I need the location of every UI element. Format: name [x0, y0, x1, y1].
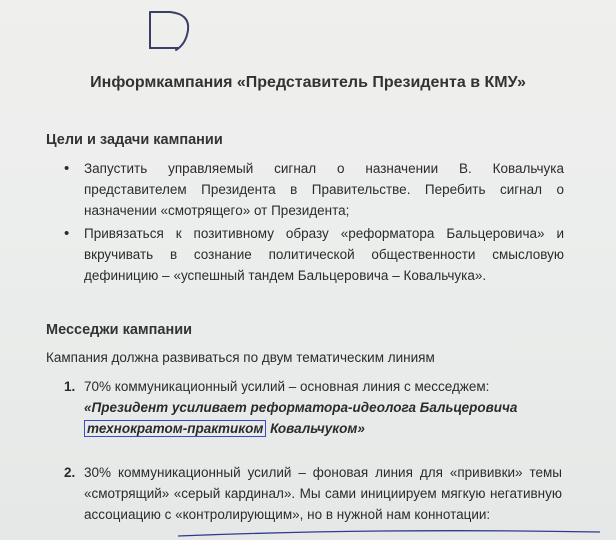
goal-bullet-2: • Привязаться к позитивному образу «реформатора Бальцеровича» и вкручивать в сознание политической общественности смысловую дефиницию – «успешный тандем Бальцеровича – Ковальчука».	[64, 223, 564, 286]
item-2-text: 30% коммуникационный усилий – фоновая линия для «прививки» темы «смотрящий» «серый кардинал». Мы сами инициируем мягкую негативную ассоциацию с «контролирующим», но в нужной нам коннотации:	[84, 465, 562, 522]
goals-list	[64, 158, 564, 288]
message-end: Ковальчуком»	[266, 421, 365, 436]
messages-intro: Кампания должна развиваться по двум тематическим линиям	[46, 350, 435, 365]
item-1-text: 70% коммуникационный усилий – основная линия с месседжем:	[84, 379, 490, 394]
item-number: 2.	[64, 465, 76, 480]
goals-heading: Цели и задачи кампании	[46, 132, 223, 148]
messages-heading: Месседжи кампании	[46, 322, 193, 338]
message-boxed-phrase: технократом-практиком	[84, 420, 266, 437]
message-item-1	[64, 376, 562, 439]
message-start: «Президент усиливает реформатора-идеолога Бальцеровича	[84, 400, 518, 415]
pen-underline-mark	[178, 531, 600, 536]
hand-drawn-bracket-mark	[150, 12, 188, 50]
item-1-message	[84, 397, 562, 439]
item-number: 1.	[64, 379, 76, 394]
goal-bullet-1: • Запустить управляемый сигнал о назначении В. Ковальчука представителем Президента в Правительстве. Перебить сигнал о назначении «смотрящего» от Президента;	[64, 158, 564, 221]
message-item-2	[64, 462, 562, 525]
page-title: Информкампания «Представитель Президента в КМУ»	[90, 74, 526, 91]
